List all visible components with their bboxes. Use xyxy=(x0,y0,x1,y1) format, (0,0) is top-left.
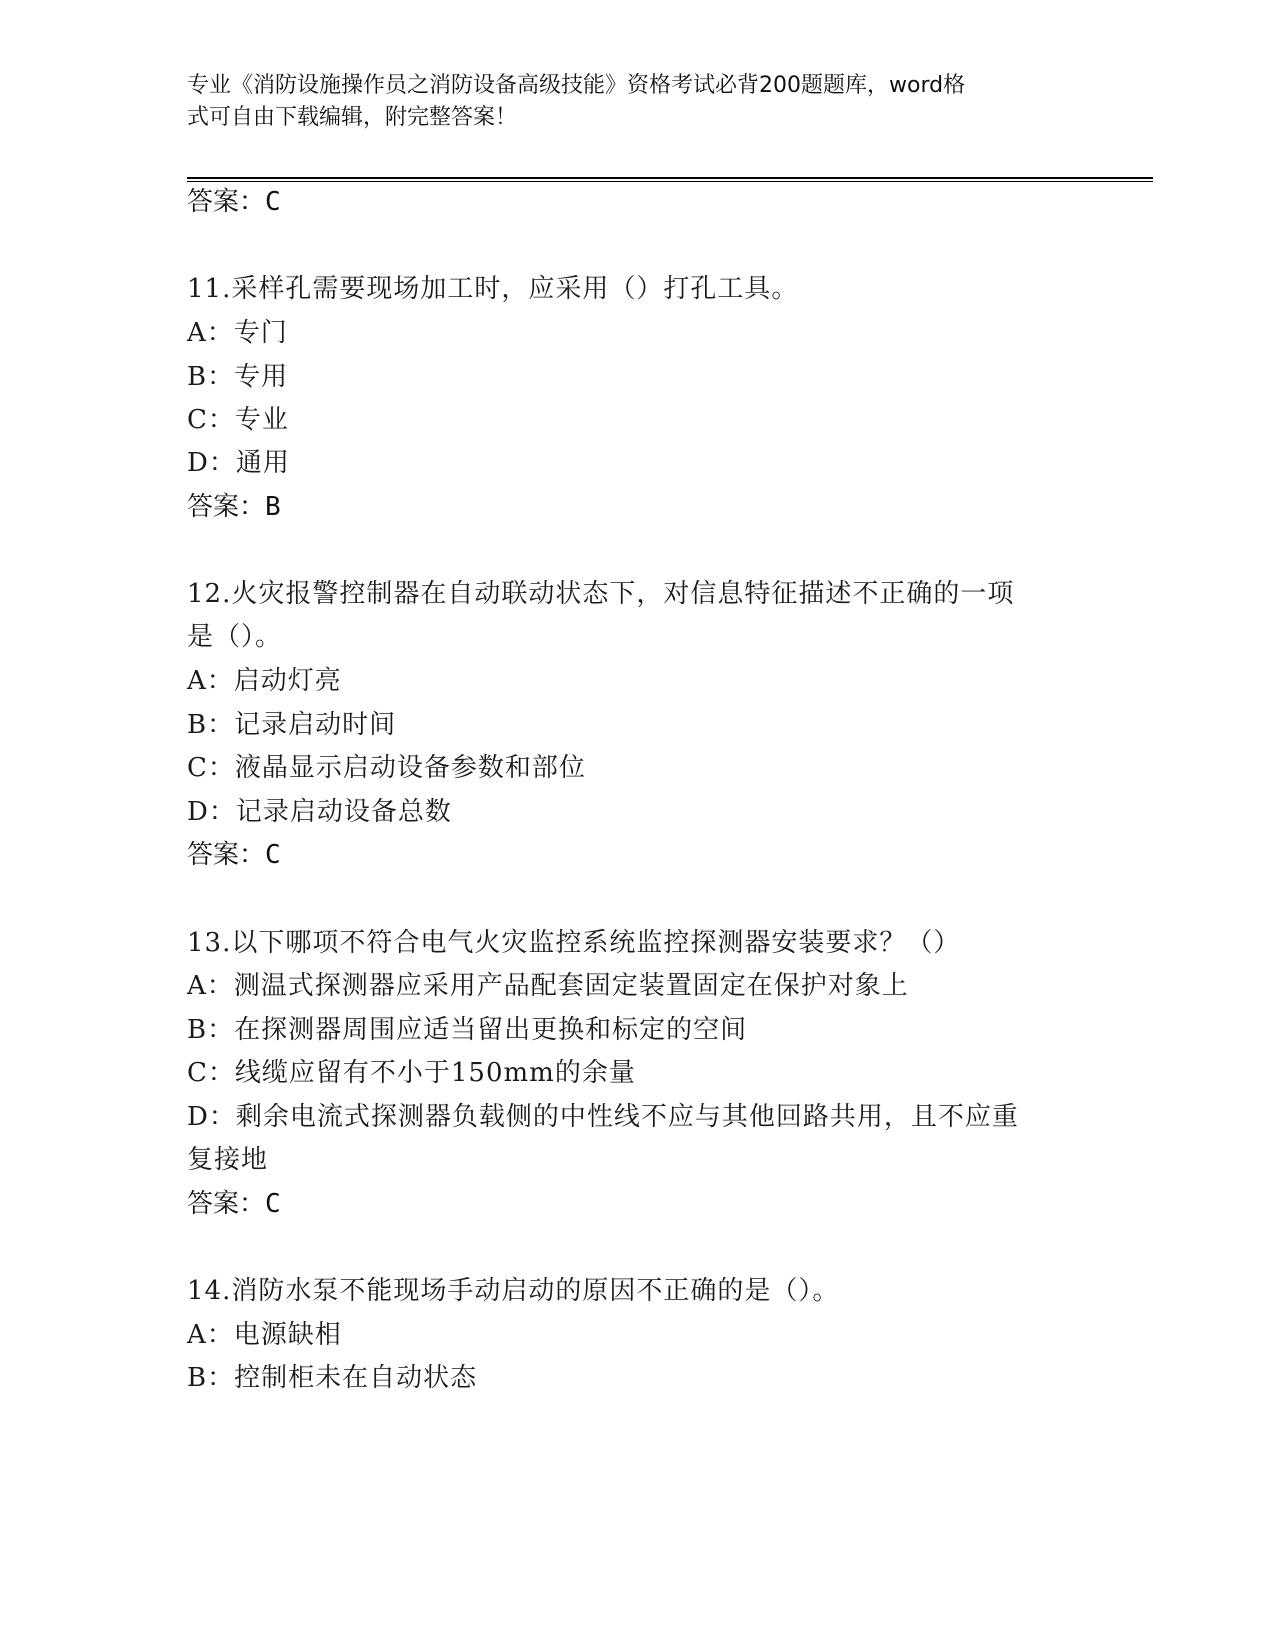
question-13-option-c: C：线缆应留有不小于150mm的余量 xyxy=(187,1058,636,1088)
question-14-stem: 14.消防水泵不能现场手动启动的原因不正确的是（）。 xyxy=(187,1276,840,1306)
question-11-option-a: A：专门 xyxy=(187,318,288,348)
answer-line xyxy=(187,492,281,522)
question-13-option-d-line-2: 复接地 xyxy=(187,1145,269,1175)
question-14-option-a: A：电源缺相 xyxy=(187,1320,342,1350)
answer-line xyxy=(187,1189,281,1219)
header-line-2: 式可自由下载编辑，附完整答案！ xyxy=(187,105,518,130)
question-12-stem-line-1: 12.火灾报警控制器在自动联动状态下，对信息特征描述不正确的一项 xyxy=(187,579,1015,609)
question-12-option-b: B：记录启动时间 xyxy=(187,710,397,740)
header-line-1: 专业《消防设施操作员之消防设备高级技能》资格考试必背200题题库，word格 xyxy=(187,73,966,98)
question-14-option-b: B：控制柜未在自动状态 xyxy=(187,1363,478,1393)
answer-label: 答案： xyxy=(187,492,266,522)
question-11-stem: 11.采样孔需要现场加工时，应采用（）打孔工具。 xyxy=(187,274,799,304)
document-header xyxy=(187,70,1067,134)
question-12-option-a: A：启动灯亮 xyxy=(187,666,342,696)
question-13-option-a: A：测温式探测器应采用产品配套固定装置固定在保护对象上 xyxy=(187,971,909,1001)
question-12-stem-line-2: 是（）。 xyxy=(187,622,283,652)
question-12-option-c: C：液晶显示启动设备参数和部位 xyxy=(187,753,586,783)
answer-line xyxy=(187,187,281,217)
header-divider xyxy=(187,177,1153,182)
answer-value: B xyxy=(265,492,281,522)
answer-label: 答案： xyxy=(187,840,266,870)
answer-value: C xyxy=(265,1189,281,1219)
question-13-stem: 13.以下哪项不符合电气火灾监控系统监控探测器安装要求？（） xyxy=(187,928,961,958)
question-11-option-d: D：通用 xyxy=(187,448,290,478)
question-11-option-b: B：专用 xyxy=(187,362,289,392)
question-12-option-d: D：记录启动设备总数 xyxy=(187,797,452,827)
answer-line xyxy=(187,840,281,870)
answer-value: C xyxy=(265,840,281,870)
question-11-option-c: C：专业 xyxy=(187,405,289,435)
answer-value: C xyxy=(265,187,281,217)
answer-label: 答案： xyxy=(187,187,266,217)
question-13-option-b: B：在探测器周围应适当留出更换和标定的空间 xyxy=(187,1015,748,1045)
question-13-option-d-line-1: D：剩余电流式探测器负载侧的中性线不应与其他回路共用，且不应重 xyxy=(187,1102,1019,1132)
answer-label: 答案： xyxy=(187,1189,266,1219)
